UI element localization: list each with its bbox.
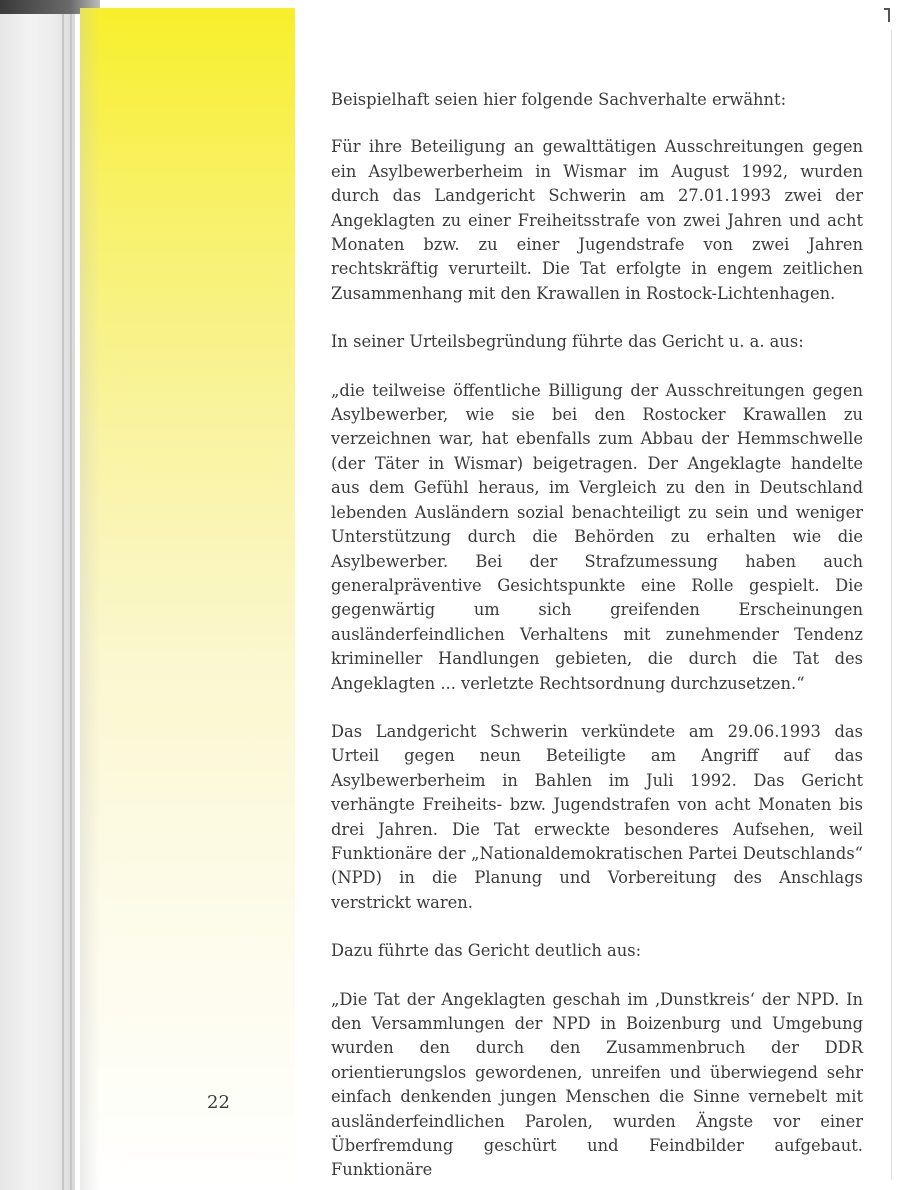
- paragraph-court-statement-intro: Dazu führte das Gericht deutlich aus:: [331, 941, 642, 961]
- paragraph-bahlen-case: Das Landgericht Schwerin verkündete am 29.06.1993 das Urteil gegen neun Beteiligte am Angriff auf das Asylbewerberheim in Bahlen im Juli 1992. Das Gericht verhängte Freiheits- bzw. Jugendstrafen von acht Monaten bis drei Jahren. Die Tat erweckte besonderes Aufsehen, weil Funktionäre der „Nationaldemokratischen Partei Deutschlands“ (NPD) in die Planung und Vorbereitung des Anschlags verstrickt waren.: [331, 721, 863, 912]
- page-right-edge: [891, 30, 892, 1180]
- page-number: 22: [207, 1092, 230, 1113]
- paragraph-npd-quote: „Die Tat der Angeklagten geschah im ‚Dunstkreis‘ der NPD. In den Versammlungen der NPD in Boizenburg und Umgebung wurden den durch den Zusammenbruch der DDR orientierungslos gewordenen, unreifen und überwiegend sehr einfach denkenden jungen Menschen die Sinne vernebelt mit ausländerfeindlichen Parolen, wurden Ängste vor einer Überfremdung geschürt und Feindbilder aufgebaut. Funktionäre: [331, 989, 863, 1180]
- body-text: [331, 88, 863, 1190]
- crop-mark: [884, 8, 890, 10]
- spine-fold-line: [62, 0, 64, 1190]
- paragraph-court-quote: „die teilweise öffentliche Billigung der Ausschreitungen gegen Asylbewerber, wie sie bei den Rostocker Krawallen zu verzeichnen war, hat ebenfalls zum Abbau der Hemmschwelle (der Täter in Wismar) beigetragen. Der Angeklagte handelte aus dem Gefühl heraus, im Vergleich zu den in Deutschland lebenden Ausländern sozial benachteiligt zu sein und weniger Unterstützung durch die Behörden zu erhalten wie die Asylbewerber. Bei der Strafzumessung haben auch generalpräventive Gesichtspunkte eine Rolle gespielt. Die gegenwärtig um sich greifenden Erscheinungen ausländerfeindlichen Verhaltens mit zunehmender Tendenz krimineller Handlungen gebieten, die durch die Tat des Angeklagten ... verletzte Rechtsordnung durchzusetzen.“: [331, 380, 863, 693]
- yellow-highlight-band: [80, 8, 295, 1190]
- paragraph-intro: Beispielhaft seien hier folgende Sachverhalte erwähnt:: [331, 90, 787, 109]
- spine-fold-line: [70, 0, 72, 1190]
- crop-mark: [888, 8, 890, 22]
- paragraph-court-reasoning-intro: In seiner Urteilsbegründung führte das Gericht u. a. aus:: [331, 332, 804, 352]
- paragraph-wismar-case: Für ihre Beteiligung an gewalttätigen Ausschreitungen gegen ein Asylbewerberheim in Wismar im August 1992, wurden durch das Landgericht Schwerin am 27.01.1993 zwei der Angeklagten zu einer Freiheitsstrafe von zwei Jahren und acht Monaten bzw. zu einer Jugendstrafe von zwei Jahren rechtskräftig verurteilt. Die Tat erfolgte in engem zeitlichen Zusammenhang mit den Krawallen in Rostock-Lichtenhagen.: [331, 137, 863, 303]
- page-edge-shadow: [80, 8, 100, 1190]
